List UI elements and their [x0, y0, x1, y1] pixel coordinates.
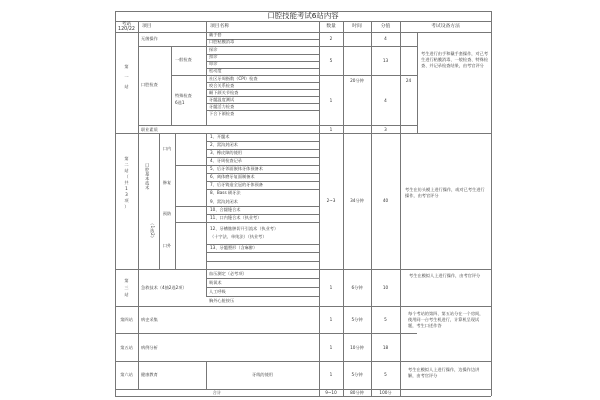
- header-station-count: 120/22: [118, 27, 135, 32]
- row-line: [138, 125, 417, 126]
- special-exam-item: 咬合关系检查: [209, 83, 235, 88]
- row-line: [175, 222, 319, 223]
- oral-exam-label: 口腔检查: [141, 82, 158, 87]
- col-line: [206, 46, 207, 125]
- header-time: 时间: [352, 24, 362, 29]
- skill-item: 2、窝沟封闭术: [210, 142, 238, 147]
- special-exam-item: 牙髓温度测试: [209, 97, 235, 102]
- header-count: 数量: [326, 24, 336, 29]
- aseptic-label: 无菌操作: [141, 36, 158, 41]
- general-exam-item: 扣诊: [209, 54, 218, 59]
- station2-label: 项: [124, 198, 129, 203]
- station1-total: 24: [405, 78, 412, 83]
- skill-item: 9、窝沟封闭术: [210, 199, 238, 204]
- station3-topic: 急救技术（4抽2选2项）: [141, 285, 187, 290]
- row-line: [206, 287, 319, 288]
- group-label: 修复: [162, 180, 172, 185]
- col-line: [343, 21, 344, 396]
- skill-item: 11、口内缝合术（执业考）: [210, 215, 262, 220]
- general-exam-item: 松动度: [209, 68, 222, 73]
- station2-label: ）: [124, 204, 129, 209]
- first-aid-item: 吸氧术: [209, 280, 222, 285]
- skill-item: 5、后牙邻面嵌体牙体预备术: [210, 166, 263, 171]
- station3-time: 6分钟: [351, 285, 363, 290]
- station3-label: 站: [124, 292, 129, 297]
- col-line: [206, 21, 207, 46]
- title-divider: [115, 21, 491, 22]
- station2-score: 40: [382, 198, 389, 203]
- general-exam-count: 5: [329, 58, 333, 63]
- total-time: 80分钟: [350, 390, 364, 395]
- station4-5-method: 每个考站的第四、第五站分在一个房间，使用同一台考生机进行，计算机呈现试题，考生口述作答: [408, 311, 484, 329]
- station1-time: 20分钟: [350, 78, 364, 83]
- skill-item: 13、牙髓塑形（含麻醉）: [210, 245, 258, 250]
- station2-count: 2~3: [326, 198, 336, 203]
- col-line: [206, 133, 207, 296]
- station1-label: 一: [124, 74, 129, 79]
- general-exam-item: 叩诊: [209, 61, 218, 66]
- total-count: 9~10: [325, 390, 337, 395]
- professional-count: 1: [329, 127, 333, 132]
- station4-topic: 病史采集: [141, 317, 158, 322]
- row-line: [206, 61, 319, 62]
- station5-label: 第五站: [120, 345, 133, 350]
- general-exam-item: 探诊: [209, 47, 218, 52]
- aseptic-item: 戴手套: [209, 32, 222, 37]
- row-line: [138, 46, 417, 47]
- station-divider: [115, 269, 491, 270]
- station5-topic: 病例分析: [141, 345, 158, 350]
- header-divider: [115, 32, 491, 33]
- border-right: [491, 11, 492, 396]
- row-line: [206, 68, 319, 69]
- station1-method: 考生进行由手和戴手套操作，对己考生进行粘膜消毒、一般检查、特殊检查、并记录检查结果，由考官评分: [421, 51, 489, 69]
- special-exam-item: 社区牙周指数（CPI）检查: [209, 76, 258, 81]
- col-line: [171, 46, 172, 125]
- station6-method: 考生在模拟人上进行操作，边操作边讲解，由考官评分: [408, 367, 480, 379]
- header-item: 项目: [142, 24, 152, 29]
- total-label: 合计: [212, 390, 222, 395]
- station4-count: 1: [329, 317, 333, 322]
- col-line: [319, 21, 320, 396]
- row-line: [175, 206, 319, 207]
- station4-score: 5: [384, 317, 387, 322]
- station3-label: 三: [124, 285, 129, 290]
- station6-label: 第六站: [120, 372, 133, 377]
- station4-time: 5分钟: [351, 317, 363, 322]
- station1-label: 第: [124, 64, 129, 69]
- skill-item: 6、离体磨牙复面制备术: [210, 174, 255, 179]
- special-exam-count: 1: [329, 98, 333, 103]
- aseptic-item: 口腔粘膜消毒: [209, 39, 235, 44]
- row-line: [206, 278, 319, 279]
- station2-label: 3: [125, 192, 128, 197]
- skill-item: 1、开髓术: [210, 134, 230, 139]
- aseptic-score: 4: [384, 36, 387, 41]
- station2-topic-sub: （1选2）: [150, 221, 156, 241]
- col-line: [417, 32, 418, 133]
- col-line: [371, 21, 372, 396]
- professional-label: 职业素质: [141, 127, 158, 132]
- station2-label: 站: [124, 168, 129, 173]
- station-divider: [115, 306, 491, 307]
- row-line: [206, 296, 319, 297]
- skill-item: 3、橡皮障的使用: [210, 150, 242, 155]
- col-line: [138, 21, 139, 389]
- special-exam-item: 颞下颌关节检查: [209, 90, 239, 95]
- special-exam-sub: 6选1: [175, 100, 185, 105]
- border-top: [115, 11, 491, 12]
- station2-label: （: [124, 174, 129, 179]
- station4-label: 第四站: [120, 317, 133, 322]
- header-method: 考试设备方法: [431, 24, 460, 29]
- row-line: [206, 261, 319, 262]
- border-bottom: [115, 396, 491, 397]
- station3-label: 第: [124, 278, 129, 283]
- row-line: [206, 54, 319, 55]
- group-label: 口内: [162, 146, 172, 151]
- station2-method: 考生在仿头模上进行操作，或对已考生进行操作，由考官评分: [405, 187, 485, 199]
- station3-score: 10: [382, 285, 389, 290]
- skill-item-note: （十字法、单纯法）（执业考）: [210, 234, 267, 239]
- station-divider: [115, 361, 491, 362]
- special-exam-item: 牙髓活力检查: [209, 104, 235, 109]
- row-line: [171, 75, 417, 76]
- col-line: [400, 21, 401, 396]
- aseptic-count: 2: [329, 36, 333, 41]
- first-aid-item: 人工呼吸: [209, 289, 226, 294]
- exam-table: [115, 11, 491, 396]
- general-exam-score: 13: [382, 58, 389, 63]
- station3-method: 考生在模拟人上进行操作，由考官评分: [409, 273, 481, 278]
- special-exam-label: 特殊检查: [175, 93, 192, 98]
- special-exam-item: 下合下颌检查: [209, 111, 235, 116]
- group-label: 口外: [162, 243, 172, 248]
- skill-item: 7、后牙铸造全冠的牙体预备: [210, 182, 263, 187]
- station2-topic: 口腔基本技术: [145, 163, 151, 190]
- header-score: 分值: [380, 24, 391, 29]
- station2-time: 34分钟: [350, 198, 364, 203]
- station1-label: 站: [124, 84, 129, 89]
- col-line: [175, 133, 176, 269]
- station-divider: [115, 133, 491, 134]
- station2-label: 第: [124, 156, 129, 161]
- skill-item: 12、牙槽脓肿切开引流术（执业考）: [210, 226, 279, 231]
- skill-item: 4、牙周检查记录: [210, 158, 242, 163]
- station6-score: 5: [384, 372, 387, 377]
- group-label: 预防: [162, 211, 172, 216]
- header-item-name: 项目名称: [210, 24, 230, 29]
- station3-count: 1: [329, 285, 333, 290]
- station2-label: 1: [125, 186, 128, 191]
- station5-time: 10分钟: [350, 345, 364, 350]
- total-divider: [115, 389, 491, 390]
- skill-item: 8、Bass 刷牙法: [210, 190, 241, 195]
- page-title: 口腔技能考试6站内容: [267, 11, 339, 20]
- row-line: [206, 252, 319, 253]
- general-exam-label: 一般检查: [175, 57, 192, 62]
- special-exam-score: 4: [384, 98, 387, 103]
- header-station: 考站: [121, 22, 132, 27]
- station6-time: 5分钟: [351, 372, 363, 377]
- col-line: [159, 133, 160, 269]
- station6-count: 1: [329, 372, 333, 377]
- station2-label: 二: [124, 162, 129, 167]
- professional-score: 3: [384, 127, 387, 132]
- station5-score: 18: [382, 345, 389, 350]
- first-aid-item: 胸外心脏按压: [209, 298, 235, 303]
- skill-item: 10、合龈缝合术: [210, 207, 241, 212]
- total-score: 100分: [379, 390, 392, 395]
- first-aid-item: 血压测定（必考项）: [209, 271, 247, 276]
- station6-item: 牙线的使用: [252, 372, 273, 377]
- station6-topic: 健康教育: [141, 372, 158, 377]
- station5-count: 1: [329, 345, 333, 350]
- station2-label: 共: [124, 180, 129, 185]
